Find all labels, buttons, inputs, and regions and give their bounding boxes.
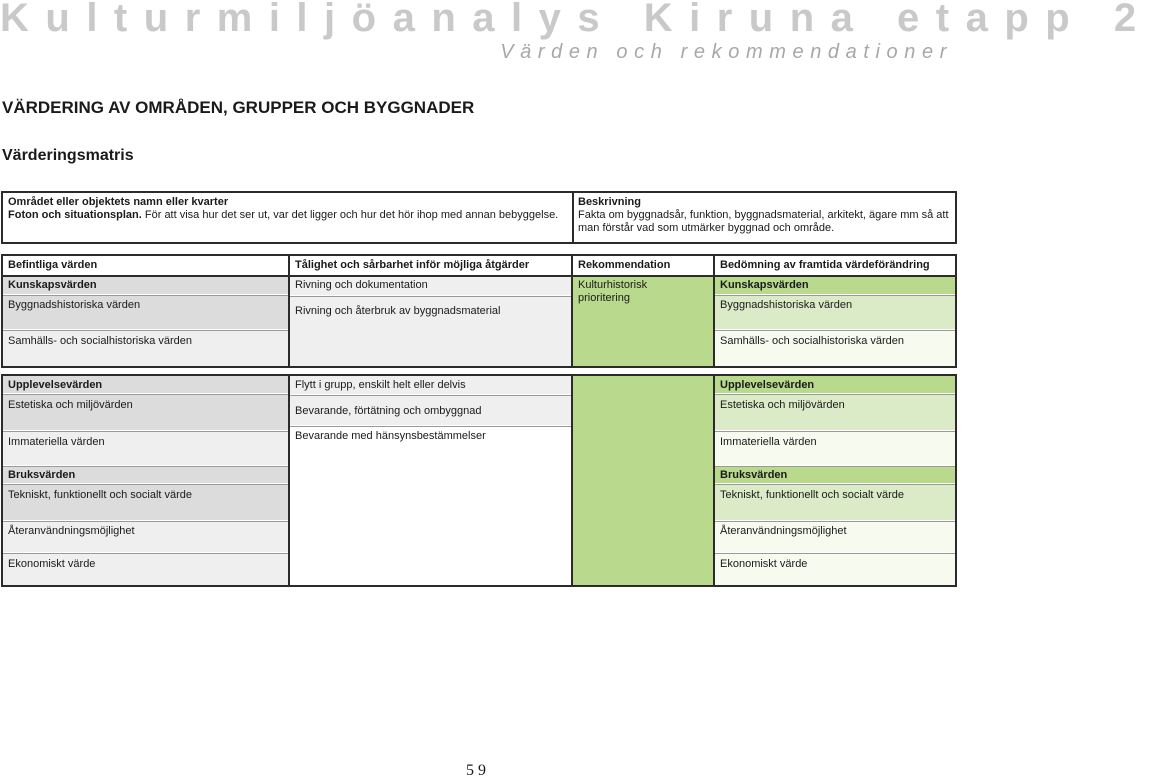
g1-col2-rivning-dok: Rivning och dokumentation — [295, 279, 428, 291]
g2-col1-estetik: Estetiska och miljövärden — [8, 399, 133, 411]
info-left-line1: Området eller objektets namn eller kvarter — [8, 196, 229, 208]
g1-col1-samhall: Samhälls- och socialhistoriska värden — [8, 335, 193, 347]
info-left-line2-rest: För att visa hur det ser ut, var det ligger och hur det hör ihop med annan bebyggelse. — [141, 209, 559, 221]
g2-col1-immateriell: Immateriella värden — [8, 436, 105, 448]
info-left-line2 — [8, 209, 558, 222]
header-bedomning: Bedömning av framtida värdeförändring — [720, 259, 930, 271]
header-rekommendation: Rekommendation — [578, 259, 671, 271]
info-right-text: Fakta om byggnadsår, funktion, byggnadsmaterial, arkitekt, ägare mm så att man förstår vad som utmärker byggnad och område. — [578, 209, 949, 234]
document-title: Kulturmiljöanalys Kiruna etapp 2 — [0, 0, 1153, 40]
info-box-divider — [572, 191, 574, 244]
g2-col1-ateranv: Återanvändningsmöjlighet — [8, 525, 135, 537]
g2-col1-bruk: Bruksvärden — [8, 469, 76, 481]
g2-col4-immateriell: Immateriella värden — [720, 436, 817, 448]
g1-col4-bygg: Byggnadshistoriska värden — [720, 299, 853, 311]
g2-col2-hansyn-bg — [290, 426, 571, 585]
header-talighet: Tålighet och sårbarhet inför möjliga åtgärder — [295, 259, 530, 271]
g2-col4-tekniskt: Tekniskt, funktionellt och socialt värde — [720, 489, 905, 501]
g2-col4-bruk: Bruksvärden — [720, 469, 788, 481]
g2-col4-ateranv: Återanvändningsmöjlighet — [720, 525, 847, 537]
page-number: 59 — [466, 762, 490, 779]
g2-col2-flytt: Flytt i grupp, enskilt helt eller delvis — [295, 379, 466, 391]
g2-col4-ekonomi: Ekonomiskt värde — [720, 558, 808, 570]
g2-col1-tekniskt: Tekniskt, funktionellt och socialt värde — [8, 489, 193, 501]
g1-col4-kunskap: Kunskapsvärden — [720, 279, 809, 291]
g1-col4-samhall: Samhälls- och socialhistoriska värden — [720, 335, 905, 347]
g1-col1-kunskap: Kunskapsvärden — [8, 279, 97, 291]
info-right-heading: Beskrivning — [578, 196, 641, 208]
info-left-line2-bold: Foton och situationsplan. — [8, 209, 142, 221]
g2-col3-bg — [573, 376, 713, 585]
g2-col2-bevarande-fortatning: Bevarande, förtätning och ombyggnad — [295, 405, 482, 417]
g1-col1-bygg: Byggnadshistoriska värden — [8, 299, 141, 311]
g1-col3-prioritering: Kulturhistorisk prioritering — [578, 279, 648, 304]
g2-col4-upplevelse: Upplevelsevärden — [720, 379, 815, 391]
document-subtitle: Värden och rekommendationer — [500, 41, 953, 63]
section-subheading: Värderingsmatris — [2, 147, 134, 164]
g2-col1-upplevelse: Upplevelsevärden — [8, 379, 103, 391]
g2-col4-estetik: Estetiska och miljövärden — [720, 399, 845, 411]
g2-col2-hansyn: Bevarande med hänsynsbestämmelser — [295, 430, 486, 442]
g2-col1-ekonomi: Ekonomiskt värde — [8, 558, 96, 570]
header-befintliga: Befintliga värden — [8, 259, 98, 271]
g1-col2-rivning-aterbruk: Rivning och återbruk av byggnadsmaterial — [295, 305, 501, 317]
section-heading: VÄRDERING AV OMRÅDEN, GRUPPER OCH BYGGNADER — [2, 98, 475, 117]
